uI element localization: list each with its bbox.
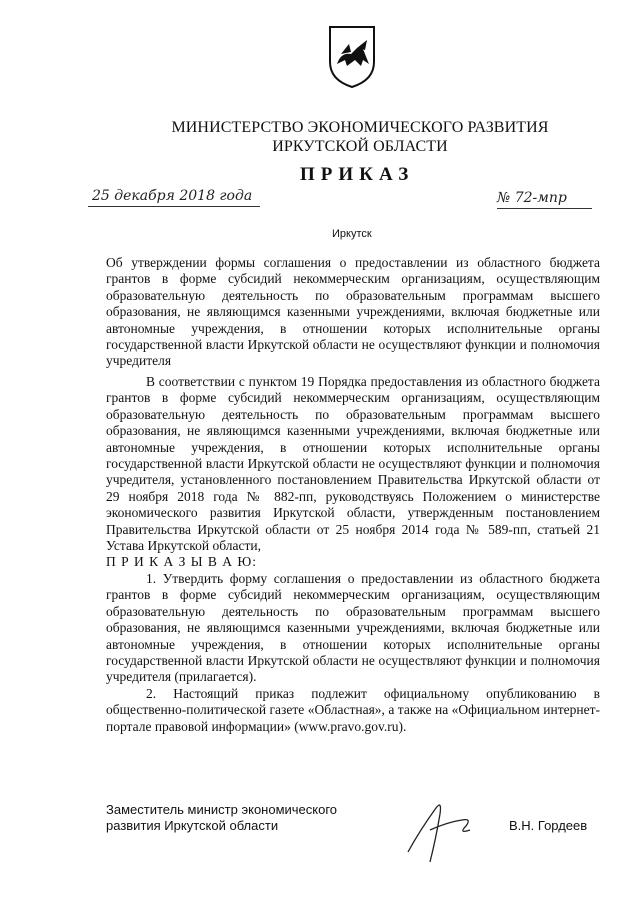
number-prefix: № xyxy=(497,190,511,206)
ministry-name-line2: ИРКУТСКОЙ ОБЛАСТИ xyxy=(272,138,448,155)
document-title: ПРИКАЗ xyxy=(300,164,415,185)
order-subject xyxy=(106,255,600,370)
handwritten-date: 25 декабря 2018 года xyxy=(92,188,253,204)
order-number xyxy=(497,190,567,206)
handwritten-signature xyxy=(400,790,490,870)
order-body xyxy=(106,374,600,735)
handwritten-number: 72-мпр xyxy=(514,190,567,206)
number-underline xyxy=(497,208,592,209)
date-underline xyxy=(88,206,260,207)
subject-text: Об утверждении формы соглашения о предоставлении из областного бюджета грантов в форме субсидий некоммерческим организациям, осуществляющим образовательную деятельность по образовательным программам высшего образования, не являющимся казенными учреждениями, включая бюджетные или автономные учреждения, в отношении которых исполнительные органы государственной власти Иркутской области не осуществляют функции и полномочия учредителя xyxy=(106,255,600,369)
signatory-name: В.Н. Гордеев xyxy=(509,818,588,833)
order-word: П Р И К А З Ы В А Ю: xyxy=(106,554,258,570)
signatory-role-line2: развития Иркутской области xyxy=(106,818,279,833)
item-2-paragraph: 2. Настоящий приказ подлежит официальному опубликованию в общественно-политической газете «Областная», а также на «Официальном интернет-портале правовой информации» (www.pravo.gov.ru). xyxy=(106,685,600,734)
coat-of-arms-icon xyxy=(327,24,377,90)
signatory-role-line1: Заместитель министр экономического xyxy=(106,802,338,817)
signatory-role xyxy=(106,802,337,834)
preamble-paragraph: В соответствии с пунктом 19 Порядка предоставления из областного бюджета грантов в форме субсидий некоммерческим организациям, осуществляющим образовательную деятельность по образовательным программам высшего образования, не являющимся казенными учреждениями, включая бюджетные или автономные учреждения, в отношении которых исполнительные органы государственной власти Иркутской области не осуществляют функции и полномочия учредителя, установленного постановлением Правительства Иркутской области от 29 ноября 2018 года № 882-пп, руководствуясь Положением о министерстве экономического развития Иркутской области, утвержденным постановлением Правительства Иркутской области от 25 ноября 2014 года № 589-пп, статьей 21 Устава Иркутской области, xyxy=(106,374,600,554)
city: Иркутск xyxy=(332,228,372,240)
ministry-name-line1: МИНИСТЕРСТВО ЭКОНОМИЧЕСКОГО РАЗВИТИЯ xyxy=(171,119,549,136)
item-1-paragraph: 1. Утвердить форму соглашения о предоставлении из областного бюджета грантов в форме субсидий некоммерческим организациям, осуществляющим образовательную деятельность по образовательным программам высшего образования, не являющимся казенными учреждениями, включая бюджетные или автономные учреждения, в отношении которых исполнительные органы государственной власти Иркутской области не осуществляют функции и полномочия учредителя (прилагается). xyxy=(106,570,600,685)
